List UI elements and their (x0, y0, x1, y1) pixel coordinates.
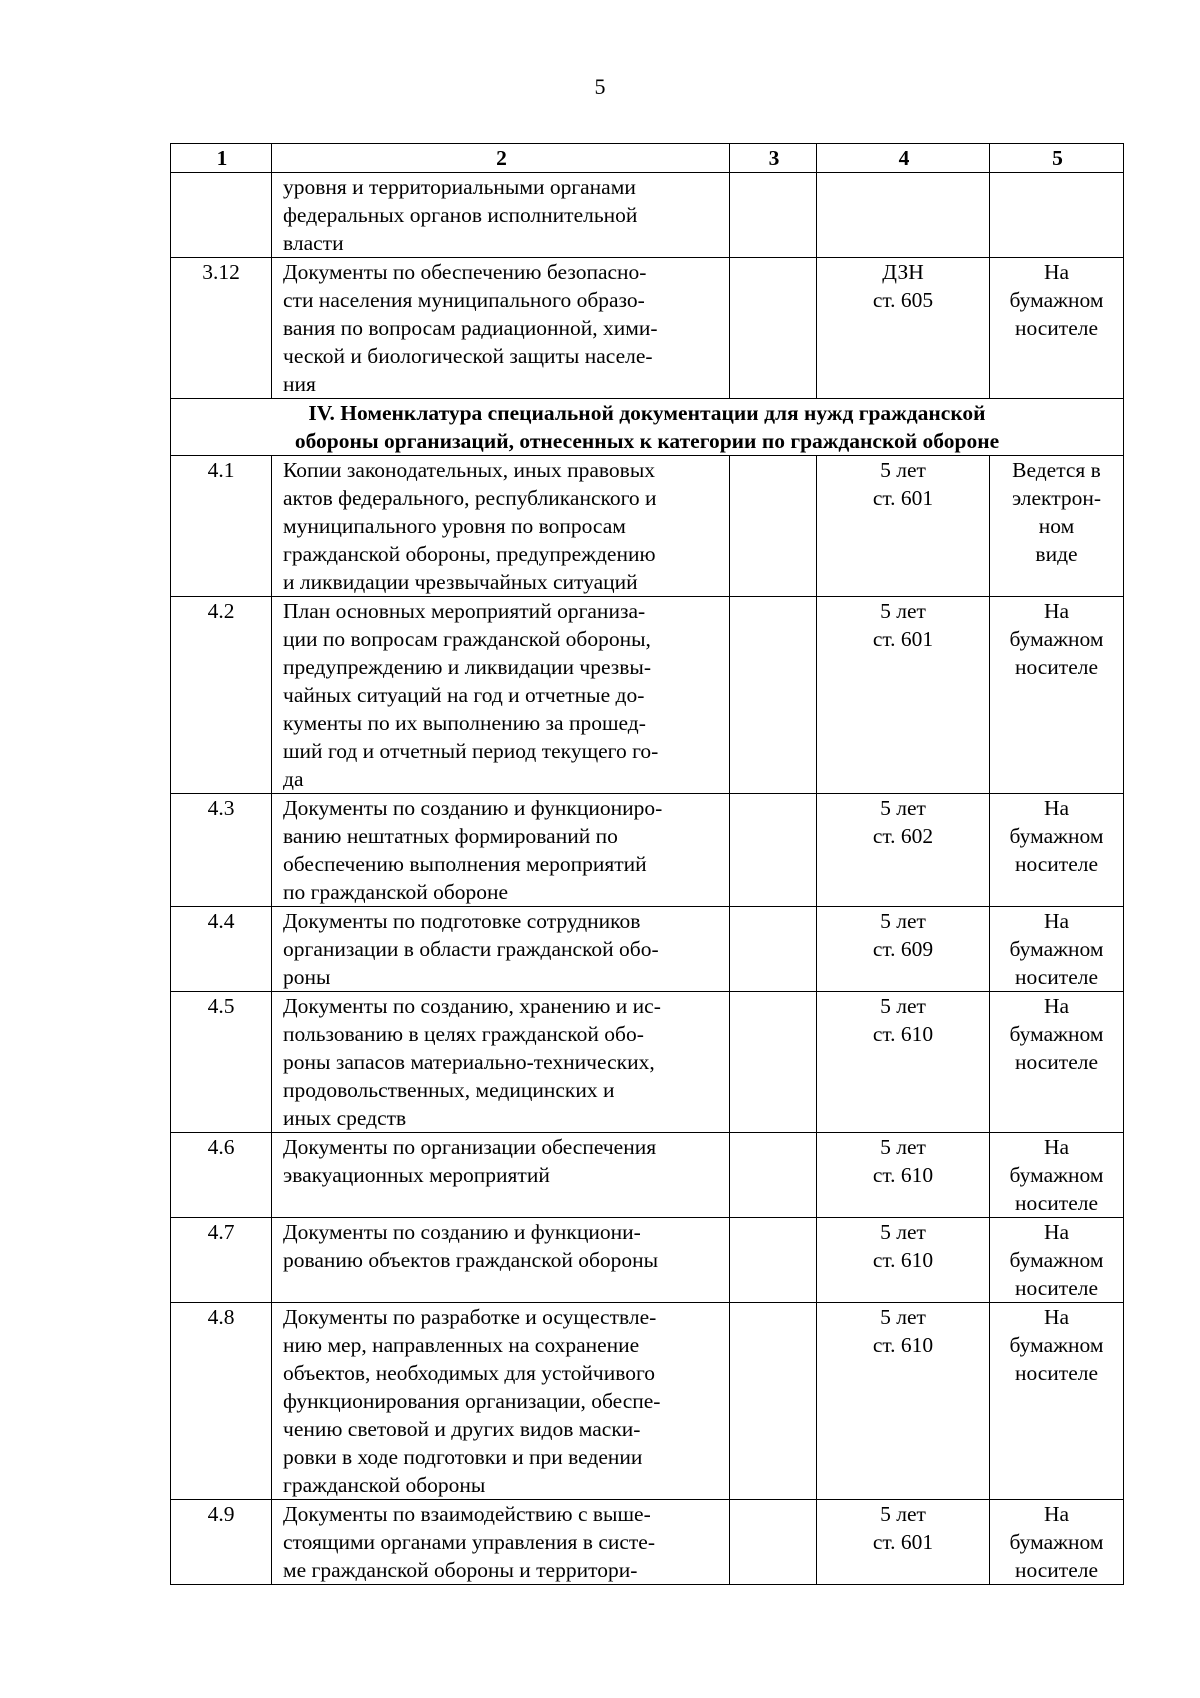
cell-line: На (1043, 599, 1070, 623)
cell-line: Документы по созданию, хранению и ис- (283, 994, 661, 1018)
row-col3 (730, 1303, 817, 1500)
cell-line: бумажном (1009, 1022, 1104, 1046)
table-body (171, 144, 1124, 1585)
row-retention-period (817, 794, 990, 907)
cell-line: бумажном (1009, 1163, 1104, 1187)
cell-line: носителе (1014, 965, 1099, 989)
cell-line: На (1043, 1220, 1070, 1244)
table-row (171, 597, 1124, 794)
row-note (990, 1303, 1124, 1500)
cell-line: бумажном (1009, 1333, 1104, 1357)
cell-line: чайных ситуаций на год и отчетные до- (283, 683, 645, 707)
cell-line: IV. Номенклатура специальной документации для нужд гражданской (308, 401, 986, 425)
cell-line: роны запасов материально-технических, (283, 1050, 655, 1074)
cell-line: нию мер, направленных на сохранение (283, 1333, 640, 1357)
cell-line: ст. 605 (872, 288, 934, 312)
row-col3 (730, 258, 817, 399)
cell-line: иных средств (283, 1106, 407, 1130)
cell-line: чению световой и других видов маски- (283, 1417, 641, 1441)
cell-line: План основных мероприятий организа- (283, 599, 646, 623)
row-col3 (730, 907, 817, 992)
row-title (272, 992, 730, 1133)
row-retention-period (817, 1303, 990, 1500)
cell-line: стоящими органами управления в систе- (283, 1530, 656, 1554)
row-retention-period (817, 907, 990, 992)
cell-line: Документы по разработке и осуществле- (283, 1305, 657, 1329)
cell-line: ший год и отчетный период текущего го- (283, 739, 659, 763)
header-col-2: 2 (272, 144, 730, 173)
cell-line: ДЗН (882, 260, 924, 284)
row-col3 (730, 1133, 817, 1218)
cell-line: На (1043, 1305, 1070, 1329)
row-title (272, 456, 730, 597)
row-title (272, 258, 730, 399)
row-note (990, 456, 1124, 597)
row-title (272, 794, 730, 907)
cell-line: продовольственных, медицинских и (283, 1078, 615, 1102)
table-row (171, 794, 1124, 907)
cell-line: На (1043, 796, 1070, 820)
page-number: 5 (594, 74, 606, 99)
cell-line: и ликвидации чрезвычайных ситуаций (283, 570, 638, 594)
cell-line: объектов, необходимых для устойчивого (283, 1361, 656, 1385)
cell-line: 5 лет (880, 458, 926, 482)
row-note (990, 258, 1124, 399)
cell-line: 5 лет (880, 1220, 926, 1244)
cell-line: ст. 602 (872, 824, 934, 848)
row-col3 (730, 992, 817, 1133)
cell-line: 5 лет (880, 1305, 926, 1329)
section-heading (171, 399, 1124, 456)
row-number: 4.6 (171, 1133, 272, 1218)
row-title (272, 1500, 730, 1585)
table-row (171, 456, 1124, 597)
cell-line: На (1043, 1502, 1070, 1526)
cell-line: бумажном (1009, 1248, 1104, 1272)
cell-line: Документы по обеспечению безопасно- (283, 260, 647, 284)
row-number: 4.2 (171, 597, 272, 794)
row-retention-period (817, 1500, 990, 1585)
cell-line: ст. 610 (872, 1022, 934, 1046)
cell-line: ном (1038, 514, 1075, 538)
row-title (272, 1133, 730, 1218)
cell-line: носителе (1014, 1191, 1099, 1215)
section-heading-row (171, 399, 1124, 456)
cell-line: ровки в ходе подготовки и при ведении (283, 1445, 643, 1469)
row-retention-period (817, 1218, 990, 1303)
cell-line: эвакуационных мероприятий (283, 1163, 550, 1187)
row-col3 (730, 1500, 817, 1585)
cell-line: Копии законодательных, иных правовых (283, 458, 656, 482)
cell-line: гражданской обороны, предупреждению (283, 542, 656, 566)
cell-line: Документы по подготовке сотрудников (283, 909, 641, 933)
cell-line: муниципального уровня по вопросам (283, 514, 626, 538)
cell-line: ст. 601 (872, 627, 934, 651)
cell-line: гражданской обороны (283, 1473, 486, 1497)
cell-line: На (1043, 994, 1070, 1018)
row-number: 4.5 (171, 992, 272, 1133)
cell-line: электрон- (1011, 486, 1102, 510)
records-table (170, 143, 1124, 1585)
cell-line: Документы по созданию и функциониро- (283, 796, 663, 820)
cell-line: пользованию в целях гражданской обо- (283, 1022, 644, 1046)
cell-line: ме гражданской обороны и территори- (283, 1558, 638, 1582)
cell-line: да (283, 767, 304, 791)
cell-line: бумажном (1009, 627, 1104, 651)
row-number: 4.3 (171, 794, 272, 907)
cell-line: ст. 601 (872, 486, 934, 510)
row-retention-period (817, 456, 990, 597)
cell-line: ст. 609 (872, 937, 934, 961)
row-number: 3.12 (171, 258, 272, 399)
cell-line: вания по вопросам радиационной, хими- (283, 316, 658, 340)
cell-line: предупреждению и ликвидации чрезвы- (283, 655, 651, 679)
cell-line: На (1043, 1135, 1070, 1159)
row-note (990, 173, 1124, 258)
row-title (272, 1218, 730, 1303)
row-retention-period (817, 173, 990, 258)
row-col3 (730, 597, 817, 794)
cell-line: 5 лет (880, 909, 926, 933)
cell-line: ст. 601 (872, 1530, 934, 1554)
row-number: 4.8 (171, 1303, 272, 1500)
cell-line: ции по вопросам гражданской обороны, (283, 627, 651, 651)
row-note (990, 1500, 1124, 1585)
row-retention-period (817, 1133, 990, 1218)
cell-line: 5 лет (880, 599, 926, 623)
row-note (990, 597, 1124, 794)
table-row (171, 907, 1124, 992)
table-row (171, 1500, 1124, 1585)
cell-line: бумажном (1009, 937, 1104, 961)
cell-line: носителе (1014, 316, 1099, 340)
row-col3 (730, 173, 817, 258)
cell-line: ст. 610 (872, 1248, 934, 1272)
cell-line: 5 лет (880, 1502, 926, 1526)
table-row (171, 1133, 1124, 1218)
cell-line: ванию нештатных формирований по (283, 824, 618, 848)
cell-line: носителе (1014, 1558, 1099, 1582)
cell-line: Документы по взаимодействию с выше- (283, 1502, 651, 1526)
cell-line: носителе (1014, 852, 1099, 876)
row-retention-period (817, 258, 990, 399)
row-number (171, 173, 272, 258)
cell-line: На (1043, 260, 1070, 284)
cell-line: бумажном (1009, 824, 1104, 848)
table-row (171, 258, 1124, 399)
cell-line: власти (283, 231, 344, 255)
row-note (990, 992, 1124, 1133)
cell-line: носителе (1014, 1361, 1099, 1385)
row-note (990, 907, 1124, 992)
row-number: 4.9 (171, 1500, 272, 1585)
cell-line: организации в области гражданской обо- (283, 937, 659, 961)
cell-line: рованию объектов гражданской обороны (283, 1248, 659, 1272)
cell-line: носителе (1014, 1276, 1099, 1300)
cell-line: 5 лет (880, 994, 926, 1018)
table-row (171, 173, 1124, 258)
cell-line: актов федерального, республиканского и (283, 486, 657, 510)
header-col-4: 4 (817, 144, 990, 173)
cell-line: бумажном (1009, 1530, 1104, 1554)
cell-line: Ведется в (1012, 458, 1101, 482)
cell-line: бумажном (1009, 288, 1104, 312)
cell-line: Документы по созданию и функциони- (283, 1220, 641, 1244)
header-col-3: 3 (730, 144, 817, 173)
header-col-5: 5 (990, 144, 1124, 173)
row-number: 4.4 (171, 907, 272, 992)
cell-line: носителе (1014, 1050, 1099, 1074)
cell-line: Документы по организации обеспечения (283, 1135, 657, 1159)
row-title (272, 173, 730, 258)
row-note (990, 1218, 1124, 1303)
cell-line: ческой и биологической защиты населе- (283, 344, 653, 368)
cell-line: На (1043, 909, 1070, 933)
row-number: 4.7 (171, 1218, 272, 1303)
cell-line: ст. 610 (872, 1333, 934, 1357)
table-row (171, 992, 1124, 1133)
row-retention-period (817, 992, 990, 1133)
row-col3 (730, 1218, 817, 1303)
row-title (272, 597, 730, 794)
cell-line: носителе (1014, 655, 1099, 679)
table-row (171, 1303, 1124, 1500)
header-col-1: 1 (171, 144, 272, 173)
row-col3 (730, 456, 817, 597)
row-number: 4.1 (171, 456, 272, 597)
row-col3 (730, 794, 817, 907)
cell-line: 5 лет (880, 796, 926, 820)
cell-line: уровня и территориальными органами (283, 175, 636, 199)
cell-line: кументы по их выполнению за прошед- (283, 711, 646, 735)
cell-line: федеральных органов исполнительной (283, 203, 638, 227)
cell-line: функционирования организации, обеспе- (283, 1389, 661, 1413)
table-row (171, 1218, 1124, 1303)
cell-line: ст. 610 (872, 1163, 934, 1187)
cell-line: 5 лет (880, 1135, 926, 1159)
row-retention-period (817, 597, 990, 794)
cell-line: по гражданской обороне (283, 880, 509, 904)
cell-line: ния (283, 372, 316, 396)
cell-line: роны (283, 965, 331, 989)
row-note (990, 794, 1124, 907)
table-header-row (171, 144, 1124, 173)
row-title (272, 907, 730, 992)
cell-line: обеспечению выполнения мероприятий (283, 852, 647, 876)
cell-line: сти населения муниципального образо- (283, 288, 645, 312)
cell-line: виде (1035, 542, 1078, 566)
row-note (990, 1133, 1124, 1218)
cell-line: обороны организаций, отнесенных к категории по гражданской обороне (294, 429, 1000, 453)
row-title (272, 1303, 730, 1500)
